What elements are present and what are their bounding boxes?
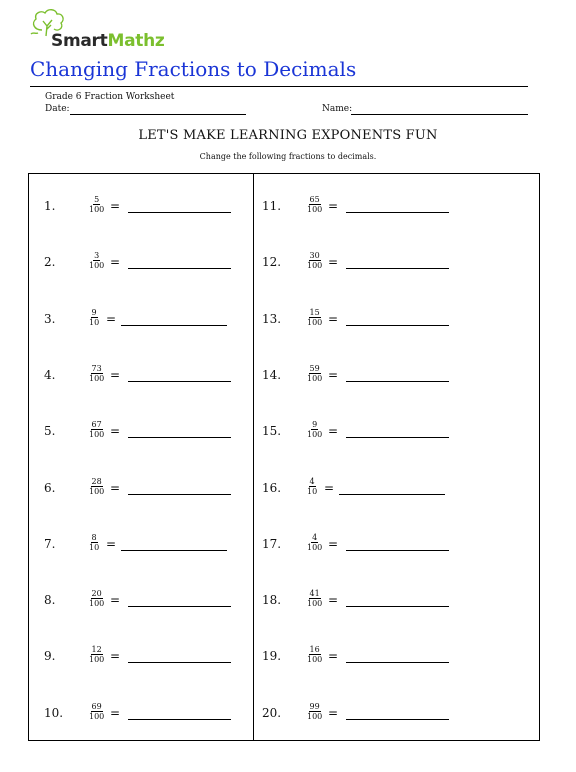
denominator: 100 — [307, 542, 323, 552]
problem-number: 4. — [44, 367, 56, 382]
problem-number: 12. — [262, 255, 282, 270]
equals-sign: = — [328, 705, 339, 720]
numerator: 8 — [91, 532, 97, 542]
answer-blank[interactable] — [346, 325, 449, 326]
grade-label: Grade 6 Fraction Worksheet — [45, 92, 175, 102]
answer-blank[interactable] — [346, 212, 449, 213]
denominator: 100 — [89, 430, 105, 440]
answer-blank[interactable] — [121, 325, 227, 326]
equals-sign: = — [110, 480, 121, 495]
denominator: 100 — [89, 373, 105, 383]
answer-blank[interactable] — [128, 606, 231, 607]
problem-8 — [44, 589, 244, 613]
equals-sign: = — [328, 311, 339, 326]
answer-blank[interactable] — [346, 606, 449, 607]
name-label: Name: — [322, 104, 353, 114]
problem-number: 9. — [44, 649, 56, 664]
problem-2 — [44, 251, 244, 275]
denominator: 100 — [307, 373, 323, 383]
fraction — [88, 477, 105, 496]
denominator: 100 — [89, 655, 105, 665]
column-divider — [253, 173, 254, 741]
equals-sign: = — [110, 593, 121, 608]
problem-number: 6. — [44, 480, 56, 495]
denominator: 100 — [307, 711, 323, 721]
answer-blank[interactable] — [121, 550, 227, 551]
fraction — [88, 308, 100, 327]
equals-sign: = — [110, 367, 121, 382]
equals-sign: = — [110, 649, 121, 664]
problem-7 — [44, 533, 244, 557]
problem-number: 15. — [262, 424, 282, 439]
answer-blank[interactable] — [346, 437, 449, 438]
problem-number: 11. — [262, 199, 282, 213]
problem-3 — [44, 308, 244, 332]
numerator: 4 — [312, 532, 318, 542]
equals-sign: = — [328, 367, 339, 382]
denominator: 100 — [89, 711, 105, 721]
problem-18 — [262, 589, 462, 613]
numerator: 12 — [91, 645, 102, 655]
numerator: 28 — [91, 476, 102, 486]
problem-1 — [44, 195, 244, 219]
answer-blank[interactable] — [128, 212, 231, 213]
problem-number: 10. — [44, 705, 64, 720]
denominator: 100 — [89, 261, 105, 271]
title-rule — [30, 86, 528, 87]
answer-blank[interactable] — [128, 381, 231, 382]
numerator: 3 — [94, 251, 100, 261]
fraction — [306, 645, 323, 664]
problem-number: 8. — [44, 593, 56, 608]
numerator: 65 — [309, 195, 320, 204]
problem-6 — [44, 477, 244, 501]
problem-14 — [262, 364, 462, 388]
answer-blank[interactable] — [346, 719, 449, 720]
fraction — [88, 533, 100, 552]
denominator: 100 — [307, 430, 323, 440]
denominator: 10 — [89, 542, 100, 552]
problem-number: 3. — [44, 311, 56, 326]
problem-number: 16. — [262, 480, 282, 495]
logo-mathz: Mathz — [107, 31, 165, 51]
numerator: 69 — [91, 701, 102, 711]
problem-12 — [262, 251, 462, 275]
denominator: 100 — [89, 486, 105, 496]
problem-16 — [262, 477, 462, 501]
equals-sign: = — [328, 649, 339, 664]
problem-number: 1. — [44, 199, 56, 213]
denominator: 10 — [307, 486, 318, 496]
numerator: 20 — [91, 589, 102, 599]
answer-blank[interactable] — [128, 662, 231, 663]
problem-10 — [44, 702, 244, 726]
problem-11 — [262, 195, 462, 219]
equals-sign: = — [110, 424, 121, 439]
answer-blank[interactable] — [128, 268, 231, 269]
instructions: Change the following fractions to decimals. — [199, 152, 377, 161]
problem-13 — [262, 308, 462, 332]
problem-5 — [44, 420, 244, 444]
fraction — [88, 251, 105, 270]
denominator: 100 — [307, 261, 323, 271]
date-label: Date: — [45, 104, 70, 114]
problem-9 — [44, 645, 244, 669]
worksheet-heading: LET'S MAKE LEARNING EXPONENTS FUN — [138, 128, 438, 143]
fraction — [306, 533, 323, 552]
denominator: 10 — [89, 317, 100, 327]
denominator: 100 — [307, 317, 323, 327]
problem-number: 5. — [44, 424, 56, 439]
equals-sign: = — [328, 536, 339, 551]
fraction — [306, 308, 323, 327]
logo-smart: Smart — [51, 31, 108, 51]
numerator: 15 — [309, 307, 320, 317]
numerator: 99 — [309, 701, 320, 711]
equals-sign: = — [106, 311, 117, 326]
fraction — [306, 420, 323, 439]
fraction — [306, 364, 323, 383]
fraction — [88, 420, 105, 439]
answer-blank[interactable] — [346, 550, 449, 551]
equals-sign: = — [110, 255, 121, 270]
numerator: 4 — [309, 476, 315, 486]
problem-19 — [262, 645, 462, 669]
fraction — [306, 251, 323, 270]
equals-sign: = — [110, 705, 121, 720]
numerator: 9 — [312, 420, 318, 430]
problem-number: 7. — [44, 536, 56, 551]
problem-15 — [262, 420, 462, 444]
name-field[interactable] — [351, 114, 528, 115]
answer-blank[interactable] — [346, 662, 449, 663]
fraction — [88, 195, 105, 214]
fraction — [88, 645, 105, 664]
fraction — [306, 589, 323, 608]
problem-number: 2. — [44, 255, 56, 270]
denominator: 100 — [89, 205, 105, 214]
equals-sign: = — [106, 536, 117, 551]
problem-number: 18. — [262, 593, 282, 608]
problem-4 — [44, 364, 244, 388]
fraction — [88, 702, 105, 721]
equals-sign: = — [328, 593, 339, 608]
answer-blank[interactable] — [346, 381, 449, 382]
logo-text — [51, 31, 164, 51]
denominator: 100 — [307, 599, 323, 609]
equals-sign: = — [328, 424, 339, 439]
denominator: 100 — [89, 599, 105, 609]
equals-sign: = — [328, 255, 339, 270]
problem-17 — [262, 533, 462, 557]
fraction — [306, 195, 323, 214]
answer-blank[interactable] — [339, 494, 445, 495]
problem-number: 14. — [262, 367, 282, 382]
equals-sign: = — [324, 480, 335, 495]
numerator: 9 — [91, 307, 97, 317]
denominator: 100 — [307, 655, 323, 665]
answer-blank[interactable] — [128, 719, 231, 720]
numerator: 41 — [309, 589, 320, 599]
numerator: 59 — [309, 363, 320, 373]
answer-blank[interactable] — [128, 437, 231, 438]
equals-sign: = — [110, 199, 121, 213]
problem-number: 17. — [262, 536, 282, 551]
date-field[interactable] — [70, 114, 246, 115]
fraction — [306, 477, 318, 496]
fraction — [88, 364, 105, 383]
fraction — [88, 589, 105, 608]
numerator: 5 — [94, 195, 100, 204]
problem-number: 13. — [262, 311, 282, 326]
page-title: Changing Fractions to Decimals — [30, 57, 357, 81]
numerator: 73 — [91, 363, 102, 373]
answer-blank[interactable] — [128, 494, 231, 495]
numerator: 67 — [91, 420, 102, 430]
numerator: 30 — [309, 251, 320, 261]
problem-number: 20. — [262, 705, 282, 720]
problem-20 — [262, 702, 462, 726]
equals-sign: = — [328, 199, 339, 213]
answer-blank[interactable] — [346, 268, 449, 269]
numerator: 16 — [309, 645, 320, 655]
smartmathz-logo — [28, 8, 168, 52]
problem-number: 19. — [262, 649, 282, 664]
denominator: 100 — [307, 205, 323, 214]
fraction — [306, 702, 323, 721]
